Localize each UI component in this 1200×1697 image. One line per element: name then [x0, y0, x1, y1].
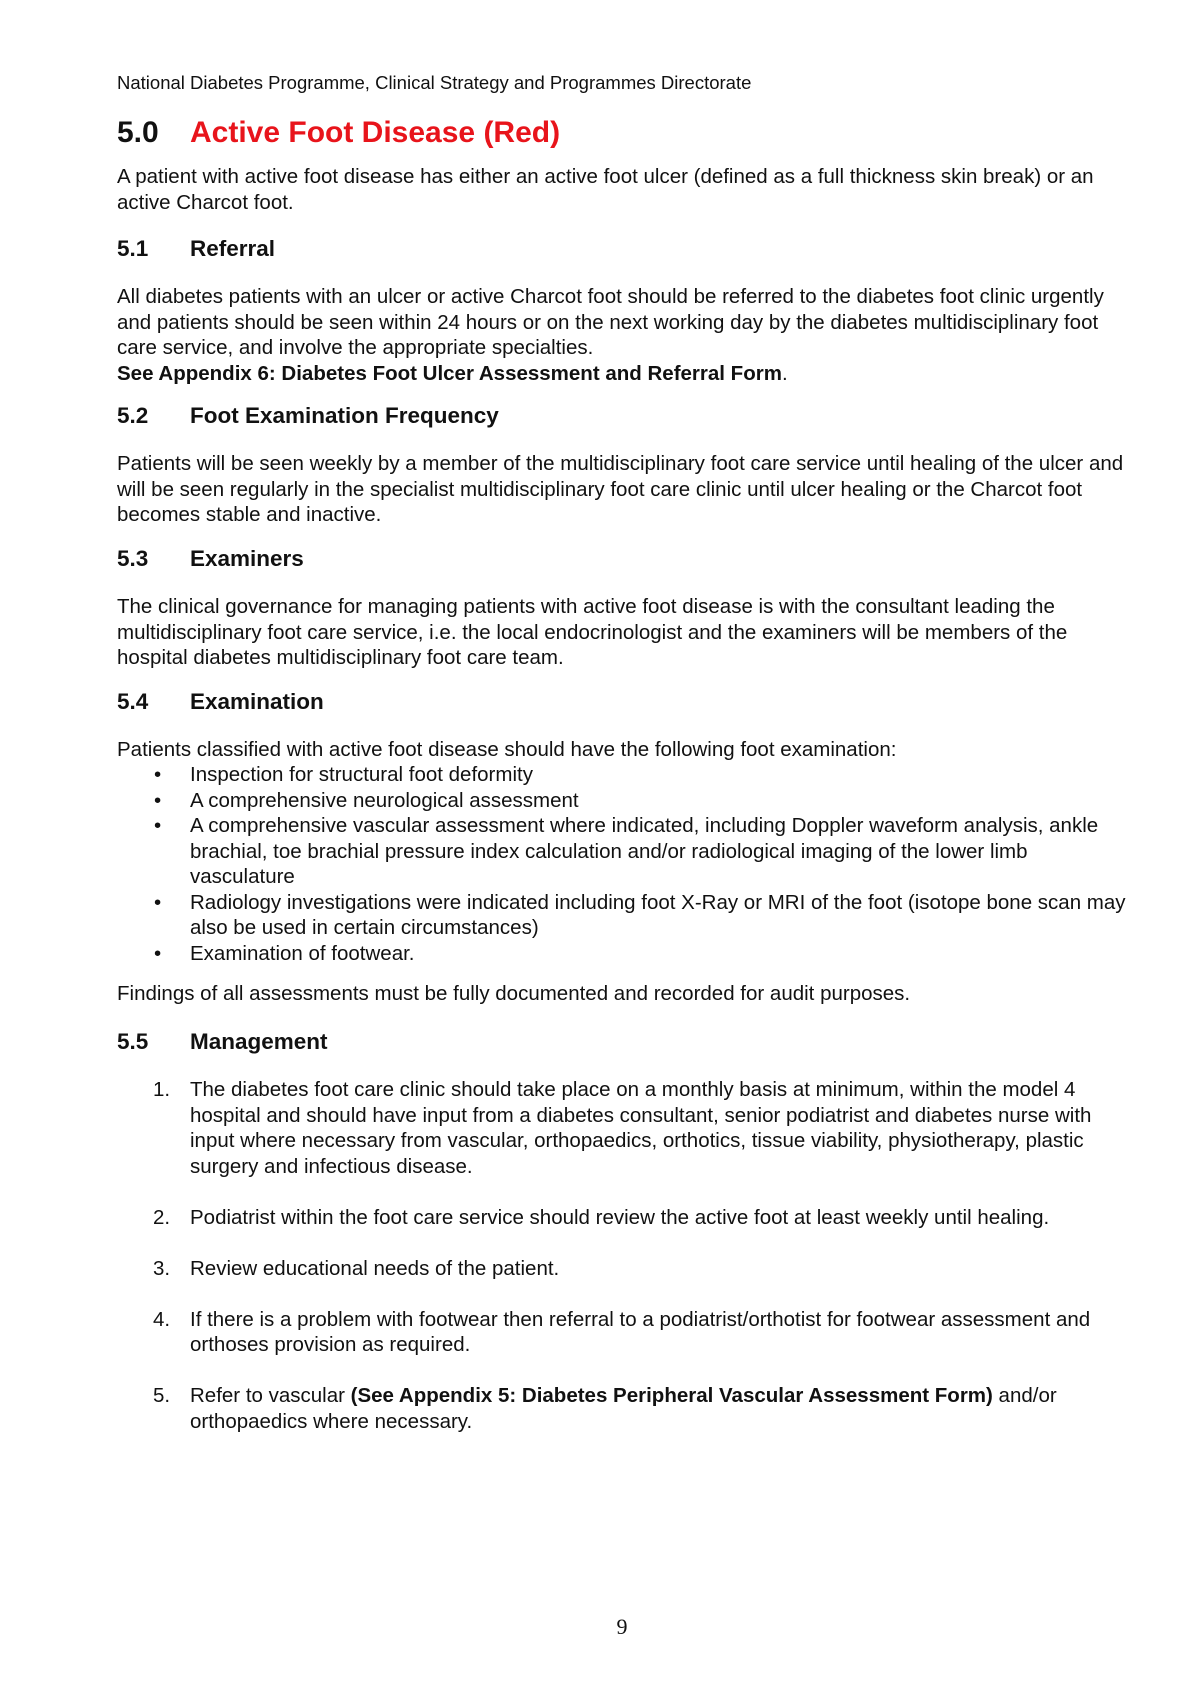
list-item	[117, 813, 1127, 890]
appendix-6-reference: See Appendix 6: Diabetes Foot Ulcer Assessment and Referral Form	[117, 361, 782, 385]
heading-number: 5.1	[117, 236, 149, 261]
item-number: 4.	[153, 1307, 171, 1331]
item-number: 2.	[153, 1205, 171, 1229]
list-item-text: Radiology investigations were indicated including foot X-Ray or MRI of the foot (isotope bone scan may also be used in certain circumstances)	[190, 890, 1126, 939]
heading-foot-examination-frequency	[117, 403, 499, 429]
heading-referral	[117, 236, 275, 262]
list-item-text: A comprehensive vascular assessment where indicated, including Doppler waveform analysis, ankle brachial, toe brachial pressure index calculation and/or radiological imaging of the lower limb vasculature	[190, 814, 1099, 888]
list-item	[117, 788, 1127, 814]
list-item	[117, 1205, 1127, 1231]
list-item	[117, 941, 1127, 967]
running-header: National Diabetes Programme, Clinical Strategy and Programmes Directorate	[117, 72, 752, 93]
heading-title: Examiners	[190, 546, 304, 571]
heading-title: Referral	[190, 236, 276, 261]
bullet-icon: •	[154, 763, 162, 786]
bullet-icon: •	[154, 788, 162, 812]
referral-text: All diabetes patients with an ulcer or active Charcot foot should be referred to the diabetes foot clinic urgently and patients should be seen within 24 hours or on the next working day by the diabetes multidisciplinary foot care service, and involve the appropriate specialties.	[117, 285, 1104, 359]
section-title: Active Foot Disease (Red)	[190, 116, 561, 149]
heading-examination	[117, 689, 324, 715]
list-item-text: The diabetes foot care clinic should take place on a monthly basis at minimum, within the model 4 hospital and should have input from a diabetes consultant, senior podiatrist and diabetes nurse with input where necessary from vascular, orthopaedics, orthotics, tissue viability, physiotherapy, plastic surgery and infectious disease.	[190, 1078, 1092, 1178]
section-heading	[117, 116, 560, 150]
appendix-5-reference: (See Appendix 5: Diabetes Peripheral Vascular Assessment Form)	[350, 1384, 993, 1407]
list-item-text: and/or orthopaedics where necessary.	[190, 1384, 1057, 1433]
bullet-icon: •	[154, 941, 162, 965]
period: .	[781, 361, 788, 385]
item-number: 1.	[153, 1078, 171, 1101]
list-item-text: Inspection for structural foot deformity	[190, 763, 533, 786]
list-item-text: Examination of footwear.	[190, 941, 415, 965]
list-item-text: A comprehensive neurological assessment	[190, 788, 579, 812]
item-number: 3.	[153, 1256, 171, 1280]
findings-paragraph: Findings of all assessments must be fully documented and recorded for audit purposes.	[117, 982, 911, 1005]
list-item	[117, 1256, 1127, 1282]
list-item	[117, 1307, 1127, 1358]
heading-number: 5.5	[117, 1029, 149, 1054]
heading-title: Examination	[190, 689, 324, 714]
examination-list	[117, 762, 1127, 966]
bullet-icon: •	[154, 890, 162, 914]
bullet-icon: •	[154, 814, 162, 837]
heading-title: Management	[190, 1029, 328, 1054]
list-item-text: Podiatrist within the foot care service should review the active foot at least weekly until healing.	[190, 1205, 1050, 1229]
list-item	[117, 1077, 1127, 1179]
management-list	[117, 1077, 1127, 1460]
heading-number: 5.4	[117, 689, 149, 714]
heading-number: 5.3	[117, 546, 149, 571]
heading-examiners	[117, 546, 304, 572]
examiners-paragraph: The clinical governance for managing patients with active foot disease is with the consultant leading the multidisciplinary foot care service, i.e. the local endocrinologist and the examiners will be members of the hospital diabetes multidisciplinary foot care team.	[117, 595, 1068, 669]
heading-management	[117, 1029, 328, 1055]
page-number: 9	[616, 1614, 628, 1639]
list-item-text: If there is a problem with footwear then referral to a podiatrist/orthotist for footwear assessment and orthoses provision as required.	[190, 1307, 1091, 1356]
examination-intro: Patients classified with active foot disease should have the following foot examination:	[117, 738, 897, 761]
section-intro: A patient with active foot disease has either an active foot ulcer (defined as a full thickness skin break) or an active Charcot foot.	[117, 165, 1094, 214]
list-item	[117, 890, 1127, 941]
list-item-text: Review educational needs of the patient.	[190, 1256, 560, 1280]
frequency-paragraph: Patients will be seen weekly by a member of the multidisciplinary foot care service until healing of the ulcer and will be seen regularly in the specialist multidisciplinary foot care clinic until ulcer healing or the Charcot foot becomes stable and inactive.	[117, 452, 1124, 526]
heading-title: Foot Examination Frequency	[190, 403, 499, 428]
item-number: 5.	[153, 1384, 171, 1407]
list-item	[117, 1383, 1127, 1434]
section-number: 5.0	[117, 116, 159, 149]
referral-paragraph	[117, 284, 1127, 386]
list-item-text: Refer to vascular	[190, 1384, 351, 1407]
list-item	[117, 762, 1127, 788]
heading-number: 5.2	[117, 403, 149, 428]
